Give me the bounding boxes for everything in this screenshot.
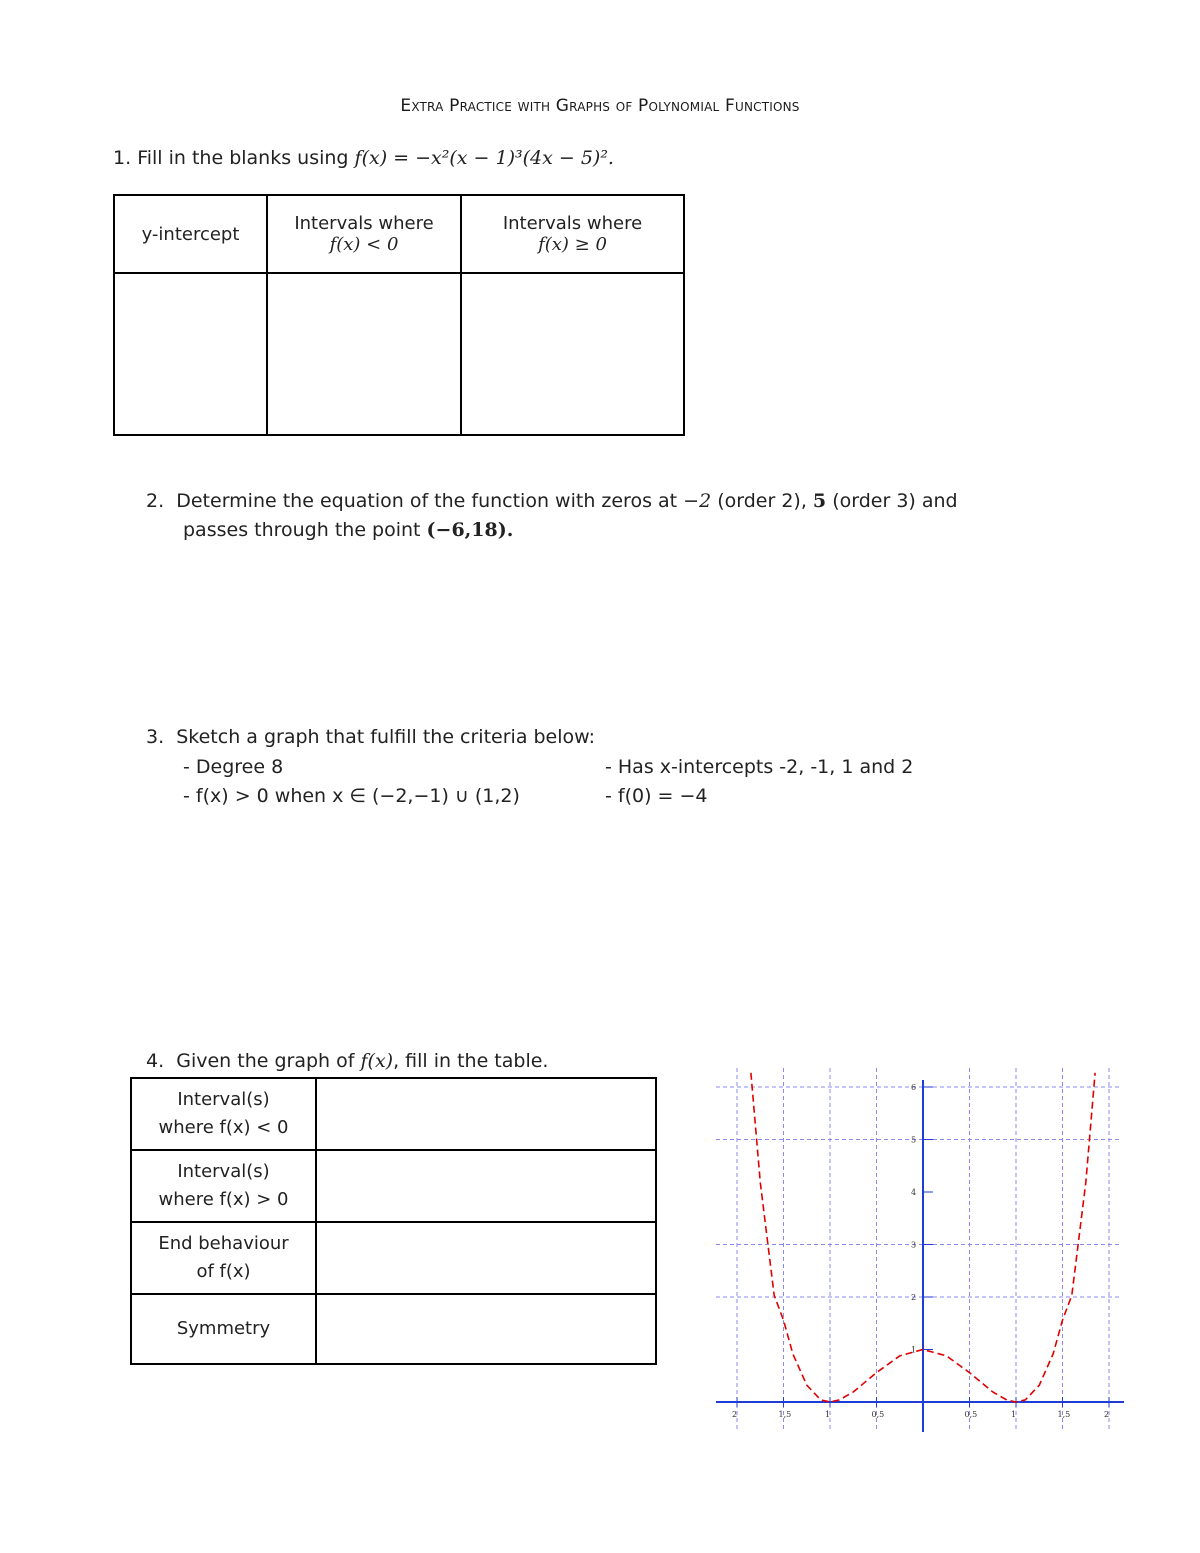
question-1-prompt	[113, 144, 614, 173]
x-tick-label: 0,5	[964, 1410, 978, 1419]
row-label-positive: Interval(s) where f(x) > 0	[131, 1150, 316, 1222]
answer-cell-positive[interactable]	[316, 1150, 656, 1222]
question-number: 1.	[113, 147, 132, 169]
x-tick-label: 2	[1104, 1410, 1110, 1419]
question-text: Fill in the blanks using	[137, 147, 349, 169]
x-tick-label: 1,5	[778, 1410, 792, 1419]
equation: f(x) = −x²(x − 1)³(4x − 5)².	[354, 147, 614, 169]
x-tick-label: 1	[1011, 1410, 1017, 1419]
page-title: Extra Practice with Graphs of Polynomial Functions	[400, 96, 800, 116]
criteria-left: - Degree 8 - f(x) > 0 when x ∈ (−2,−1) ∪ (1,2)	[183, 756, 520, 807]
header-y-intercept: y-intercept	[114, 195, 267, 273]
x-tick-label: 1,5	[1057, 1410, 1071, 1419]
header-negative-intervals: Intervals where f(x) < 0	[267, 195, 461, 273]
q4-table	[130, 1077, 657, 1365]
answer-cell-negative-intervals[interactable]	[267, 273, 461, 435]
criteria-right: - Has x-intercepts -2, -1, 1 and 2 - f(0) = −4	[605, 756, 914, 807]
x-tick-label: 1	[825, 1410, 831, 1419]
question-2-prompt: 2. Determine the equation of the function with zeros at −2 (order 2), 5 (order 3) and passes through the point (−6,18).	[146, 490, 958, 541]
y-tick-label: 5	[911, 1135, 917, 1145]
question-4-prompt: 4. Given the graph of f(x), fill in the table.	[146, 1050, 549, 1072]
row-label-end-behaviour: End behaviour of f(x)	[131, 1222, 316, 1294]
header-nonnegative-intervals: Intervals where f(x) ≥ 0	[461, 195, 684, 273]
answer-cell-y-intercept[interactable]	[114, 273, 267, 435]
answer-cell-symmetry[interactable]	[316, 1294, 656, 1364]
row-label-negative: Interval(s) where f(x) < 0	[131, 1078, 316, 1150]
answer-cell-negative[interactable]	[316, 1078, 656, 1150]
row-label-symmetry: Symmetry	[131, 1294, 316, 1364]
q1-table	[113, 194, 685, 436]
polynomial-graph	[712, 1062, 1126, 1434]
x-tick-label: 2	[732, 1410, 738, 1419]
y-tick-label: 4	[911, 1188, 917, 1197]
answer-cell-end-behaviour[interactable]	[316, 1222, 656, 1294]
question-number: 3.	[146, 726, 165, 748]
question-3-prompt: 3. Sketch a graph that fulfill the criteria below:	[146, 726, 596, 748]
y-tick-label: 1	[911, 1345, 917, 1355]
answer-cell-nonnegative-intervals[interactable]	[461, 273, 684, 435]
y-tick-label: 3	[911, 1240, 917, 1250]
question-number: 2.	[146, 490, 165, 512]
x-tick-label: 0,5	[871, 1410, 885, 1419]
y-tick-label: 6	[911, 1083, 917, 1092]
y-tick-label: 2	[911, 1293, 917, 1302]
question-number: 4.	[146, 1050, 165, 1072]
